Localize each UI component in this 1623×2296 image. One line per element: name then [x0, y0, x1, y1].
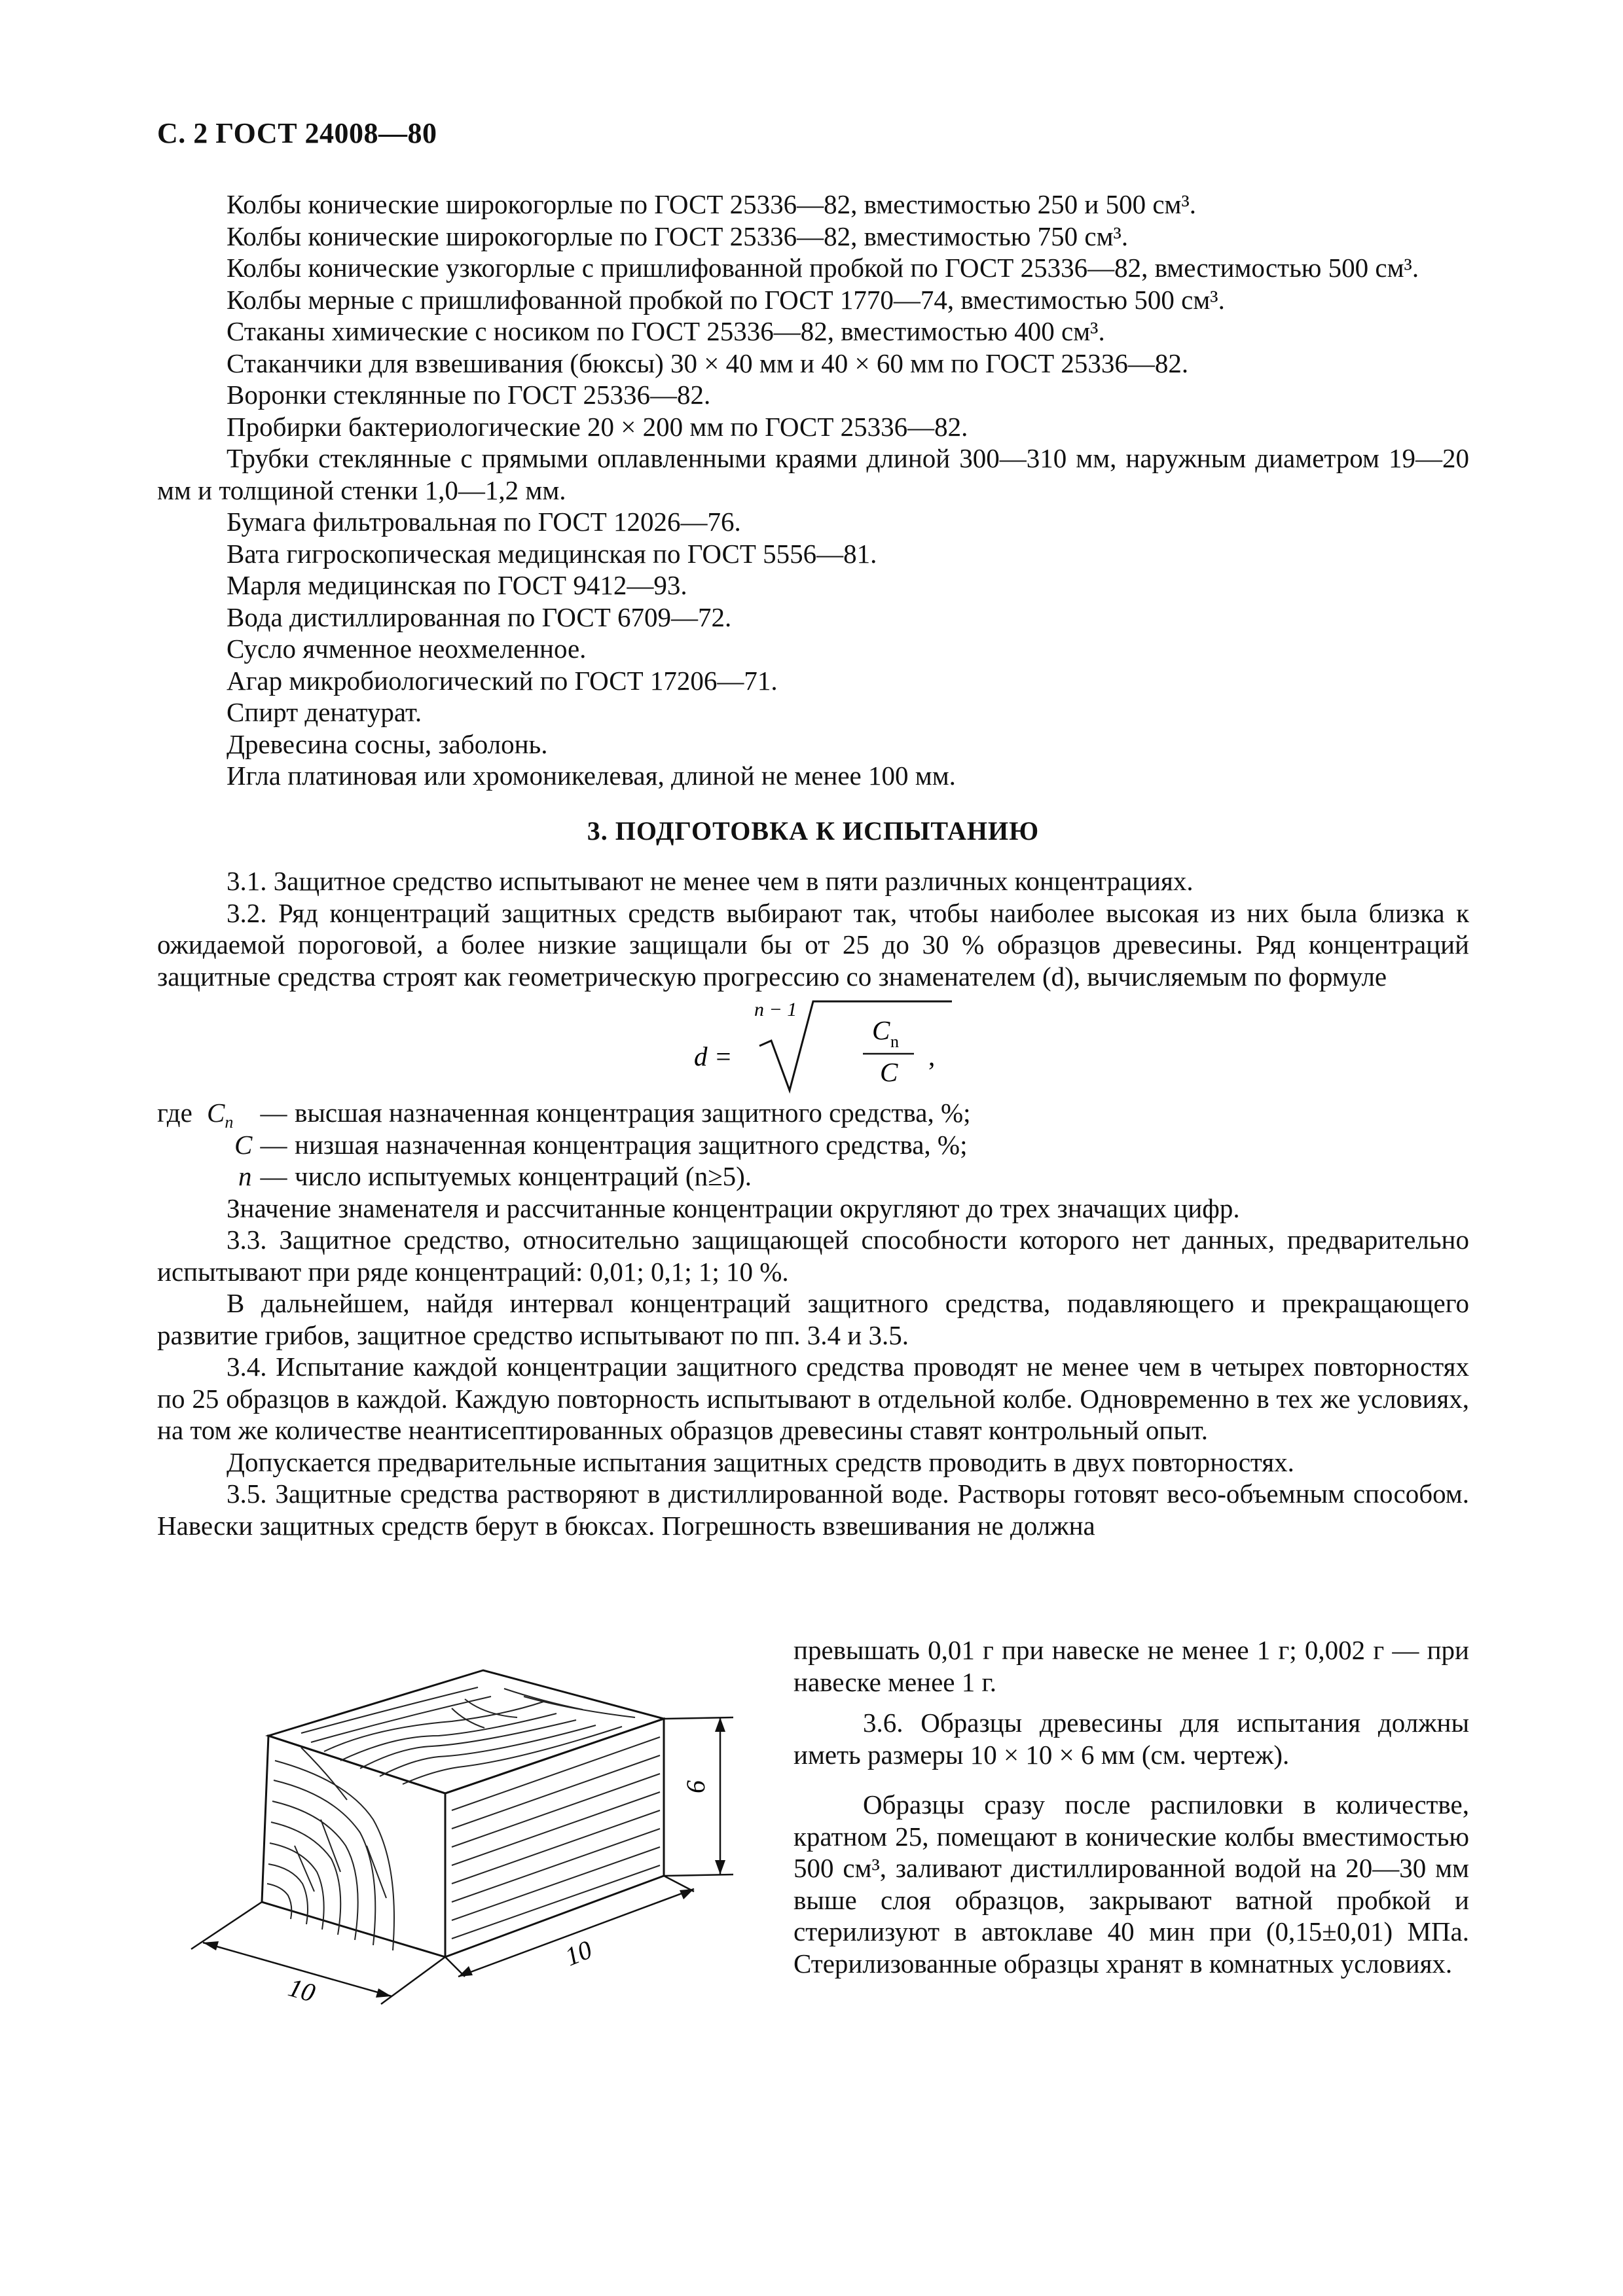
page-header: С. 2 ГОСТ 24008—80: [157, 117, 437, 149]
formula-trail: ,: [928, 1041, 936, 1071]
list-item: Колбы мерные с пришлифованной пробкой по ГОСТ 1770—74, вместимостью 500 см³.: [227, 284, 1225, 315]
left-face-rings: [267, 1748, 394, 1950]
definition-dash: —: [260, 1161, 287, 1191]
dimension-lines: [191, 1717, 733, 2004]
paragraph-rounding: Значение знаменателя и рассчитанные концентрации округляют до трех значащих цифр.: [227, 1193, 1240, 1223]
list-item: Игла платиновая или хромоникелевая, длиной не менее 100 мм.: [227, 761, 956, 791]
formula-numerator: C: [872, 1015, 890, 1045]
right-column: [793, 1634, 1469, 1979]
list-item: Спирт денатурат.: [227, 697, 422, 727]
formula-denominator: C: [880, 1057, 898, 1087]
paragraph-3-6: 3.6. Образцы древесины для испытания должны иметь размеры 10 × 10 × 6 мм (см. чертеж).: [793, 1708, 1469, 1770]
dimension-label-left: 10: [285, 1972, 319, 2008]
list-item: Пробирки бактериологические 20 × 200 мм по ГОСТ 25336—82.: [227, 411, 968, 442]
list-item: Бумага фильтровальная по ГОСТ 12026—76.: [227, 507, 741, 537]
formula-root-index: n − 1: [754, 999, 797, 1020]
definition-text: высшая назначенная концентрация защитного средства, %;: [295, 1098, 971, 1128]
dimension-label-right: 10: [560, 1934, 596, 1972]
definition-dash: —: [260, 1129, 287, 1160]
definition-row: [157, 1160, 1469, 1193]
right-face-grain: [452, 1737, 660, 1939]
dimension-label-height: 6: [681, 1780, 710, 1793]
list-item: Древесина сосны, заболонь.: [227, 728, 548, 759]
definition-symbol: $C_n$: [207, 1098, 234, 1132]
paragraph-3-4: 3.4. Испытание каждой концентрации защитного средства проводят не менее чем в четырех повторностях по 25 образцов в каждой. Каждую повторность испытывают в отдельной колбе. Одновременно в тех же условиях, на том же количестве неантисептированных образцов древесины ставят контрольный опыт.: [157, 1352, 1469, 1445]
paragraph-3-5: 3.5. Защитные средства растворяют в дистиллированной воде. Растворы готовят весо-объемным способом. Навески защитных средств берут в бюксах. Погрешность взвешивания не должна: [157, 1479, 1469, 1541]
formula-lhs: d =: [694, 1041, 733, 1071]
definition-prefix: где: [157, 1098, 192, 1128]
list-item: Агар микробиологический по ГОСТ 17206—71.: [227, 665, 778, 696]
definition-text: низшая назначенная концентрация защитного средства, %;: [295, 1129, 968, 1160]
paragraph-3-3: 3.3. Защитное средство, относительно защищающей способности которого нет данных, предварительно испытывают при ряде концентраций: 0,01; 0,1; 1; 10 %.: [157, 1225, 1469, 1287]
top-grain: [301, 1687, 635, 1784]
paragraph-3-2: 3.2. Ряд концентраций защитных средств выбирают так, чтобы наиболее высокая из них была близка к ожидаемой пороговой, а более низкие защищали бы от 25 до 30 % образцов древесины. Ряд концентраций защитные средства строят как геометрическую прогрессию со знаменателем (d), вычисляемым по формуле: [157, 897, 1469, 992]
list-item: Вода дистиллированная по ГОСТ 6709—72.: [227, 601, 732, 632]
definition-row: [157, 1129, 1469, 1161]
specimen-drawing: [177, 1649, 753, 2019]
list-item: Трубки стеклянные с прямыми оплавленными краями длиной 300—310 мм, наружным диаметром 19—20 мм и толщиной стенки 1,0—1,2 мм.: [157, 443, 1469, 505]
paragraph-samples: Образцы сразу после распиловки в количестве, кратном 25, помещают в конические колбы вместимостью 500 см³, заливают дистиллированной водой на 20—30 мм выше слоя образцов, закрывают ватной пробкой и стерилизуют в автоклаве 40 мин при (0,15±0,01) МПа. Стерилизованные образцы хранят в комнатных условиях.: [793, 1789, 1469, 1979]
list-item: Воронки стеклянные по ГОСТ 25336—82.: [227, 380, 711, 410]
formula-graphic: [694, 992, 969, 1097]
list-item: Стаканы химические с носиком по ГОСТ 25336—82, вместимостью 400 см³.: [227, 316, 1105, 346]
wood-block-drawing: [177, 1649, 753, 2016]
list-item: Сусло ячменное неохмеленное.: [227, 634, 587, 664]
definition-symbol: n: [238, 1161, 252, 1191]
list-item: Вата гигроскопическая медицинская по ГОСТ 5556—81.: [227, 538, 877, 569]
definition-row: [157, 1097, 1469, 1132]
definition-text: число испытуемых концентраций (n≥5).: [295, 1161, 752, 1191]
paragraph-3-3b: В дальнейшем, найдя интервал концентраций защитного средства, подавляющего и прекращающего развитие грибов, защитное средство испытывают по пп. 3.4 и 3.5.: [157, 1288, 1469, 1350]
formula-numerator-sub: n: [890, 1032, 899, 1051]
paragraph-allowance: Допускается предварительные испытания защитных средств проводить в двух повторностях.: [227, 1446, 1294, 1477]
formula: [157, 992, 1469, 1097]
paragraph-3-1: 3.1. Защитное средство испытывают не менее чем в пяти различных концентрациях.: [227, 866, 1194, 896]
list-item: Марля медицинская по ГОСТ 9412—93.: [227, 570, 687, 600]
list-item: Стаканчики для взвешивания (бюксы) 30 × 40 мм и 40 × 60 мм по ГОСТ 25336—82.: [227, 348, 1189, 378]
list-item: Колбы конические широкогорлые по ГОСТ 25336—82, вместимостью 250 и 500 см³.: [227, 189, 1197, 219]
section-title: 3. ПОДГОТОВКА К ИСПЫТАНИЮ: [587, 816, 1040, 846]
block-left-face: [262, 1736, 445, 1957]
list-item: Колбы конические широкогорлые по ГОСТ 25336—82, вместимостью 750 см³.: [227, 221, 1129, 251]
equipment-list: [157, 188, 1469, 1541]
definition-symbol: C: [234, 1129, 253, 1160]
paragraph-3-5-continued: превышать 0,01 г при навеске не менее 1 г; 0,002 г — при навеске менее 1 г.: [793, 1635, 1469, 1697]
list-item: Колбы конические узкогорлые с пришлифованной пробкой по ГОСТ 25336—82, вместимостью 500 см³.: [227, 253, 1419, 283]
definition-dash: —: [260, 1098, 287, 1128]
